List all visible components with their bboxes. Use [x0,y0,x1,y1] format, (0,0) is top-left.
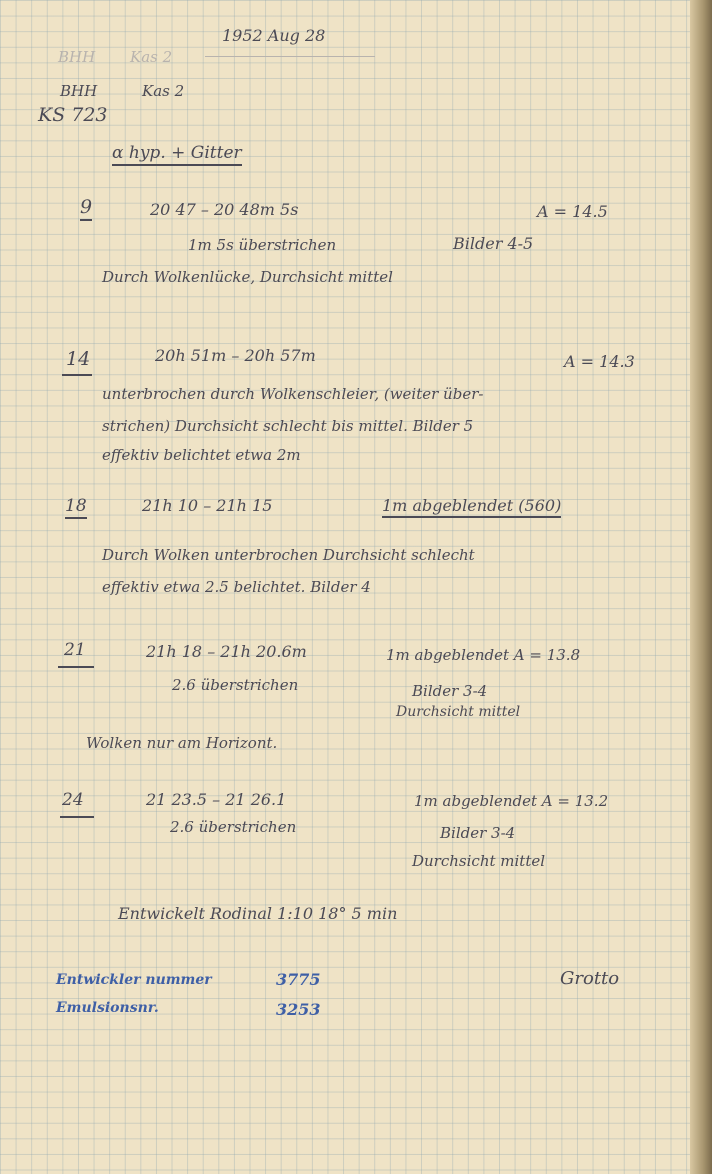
entry-line: effektiv belichtet etwa 2m [102,446,301,464]
signature: Grotto [560,968,620,989]
developer-number-value: 3775 [276,970,321,989]
header-ks: KS 723 [38,104,108,126]
entry-line: Wolken nur am Horizont. [86,734,278,752]
entry-line: Durch Wolken unterbrochen Durchsicht schlecht [102,546,475,564]
entry-line-right: Durchsicht mittel [396,704,521,720]
entry-time: 20h 51m – 20h 57m [155,346,316,365]
entry-note-right: 1m abgeblendet A = 13.8 [386,646,581,664]
entry-line: effektiv etwa 2.5 belichtet. Bilder 4 [102,578,371,596]
entry-line: Durch Wolkenlücke, Durchsicht mittel [102,268,393,286]
entry-line: 2.6 überstrichen [172,676,299,694]
entry-time: 21h 10 – 21h 15 [142,496,273,515]
entry-note-right: 1m abgeblendet (560) [382,496,561,518]
developer-number-label: Entwickler nummer [56,972,212,988]
entry-line: 2.6 überstrichen [170,818,297,836]
developed-note: Entwickelt Rodinal 1:10 18° 5 min [118,904,398,923]
entry-number: 14 [66,348,91,370]
entry-line-right: Bilder 3-4 [440,824,516,842]
entry-line: strichen) Durchsicht schlecht bis mittel. Bilder 5 [102,417,474,435]
entry-number: 9 [80,196,92,221]
entry-line: 1m 5s überstrichen [188,236,337,254]
entry-time: 20 47 – 20 48m 5s [150,200,299,219]
entry-note-right: A = 14.5 [537,202,608,221]
entry-line: unterbrochen durch Wolkenschleier, (weiter über- [102,385,484,403]
entry-number: 24 [62,790,84,810]
header-code: BHH [60,82,98,100]
entry-number: 18 [65,496,87,519]
entry-number-rule [60,816,94,818]
emulsion-number-value: 3253 [276,1000,321,1019]
entry-number: 21 [64,640,86,660]
entry-time: 21h 18 – 21h 20.6m [146,642,307,661]
notebook-spine [690,0,712,1174]
entry-number-rule [58,666,94,668]
header-faint-kas: Kas 2 [130,48,173,66]
entry-line-right: Bilder 3-4 [412,682,488,700]
header-kas: Kas 2 [142,82,185,100]
entry-line-right: Durchsicht mittel [412,852,546,870]
entry-note-right: A = 14.3 [564,352,635,371]
header-faint-code: BHH [58,48,96,66]
entry-time: 21 23.5 – 21 26.1 [146,790,287,809]
header-date: 1952 Aug 28 [222,26,326,45]
entry-number-rule [62,374,92,376]
entry-note-right: 1m abgeblendet A = 13.2 [414,792,609,810]
emulsion-number-label: Emulsionsnr. [56,1000,159,1016]
entry-line-right: Bilder 4-5 [453,234,534,253]
header-date-line [205,56,375,57]
header-setup: α hyp. + Gitter [112,143,242,166]
